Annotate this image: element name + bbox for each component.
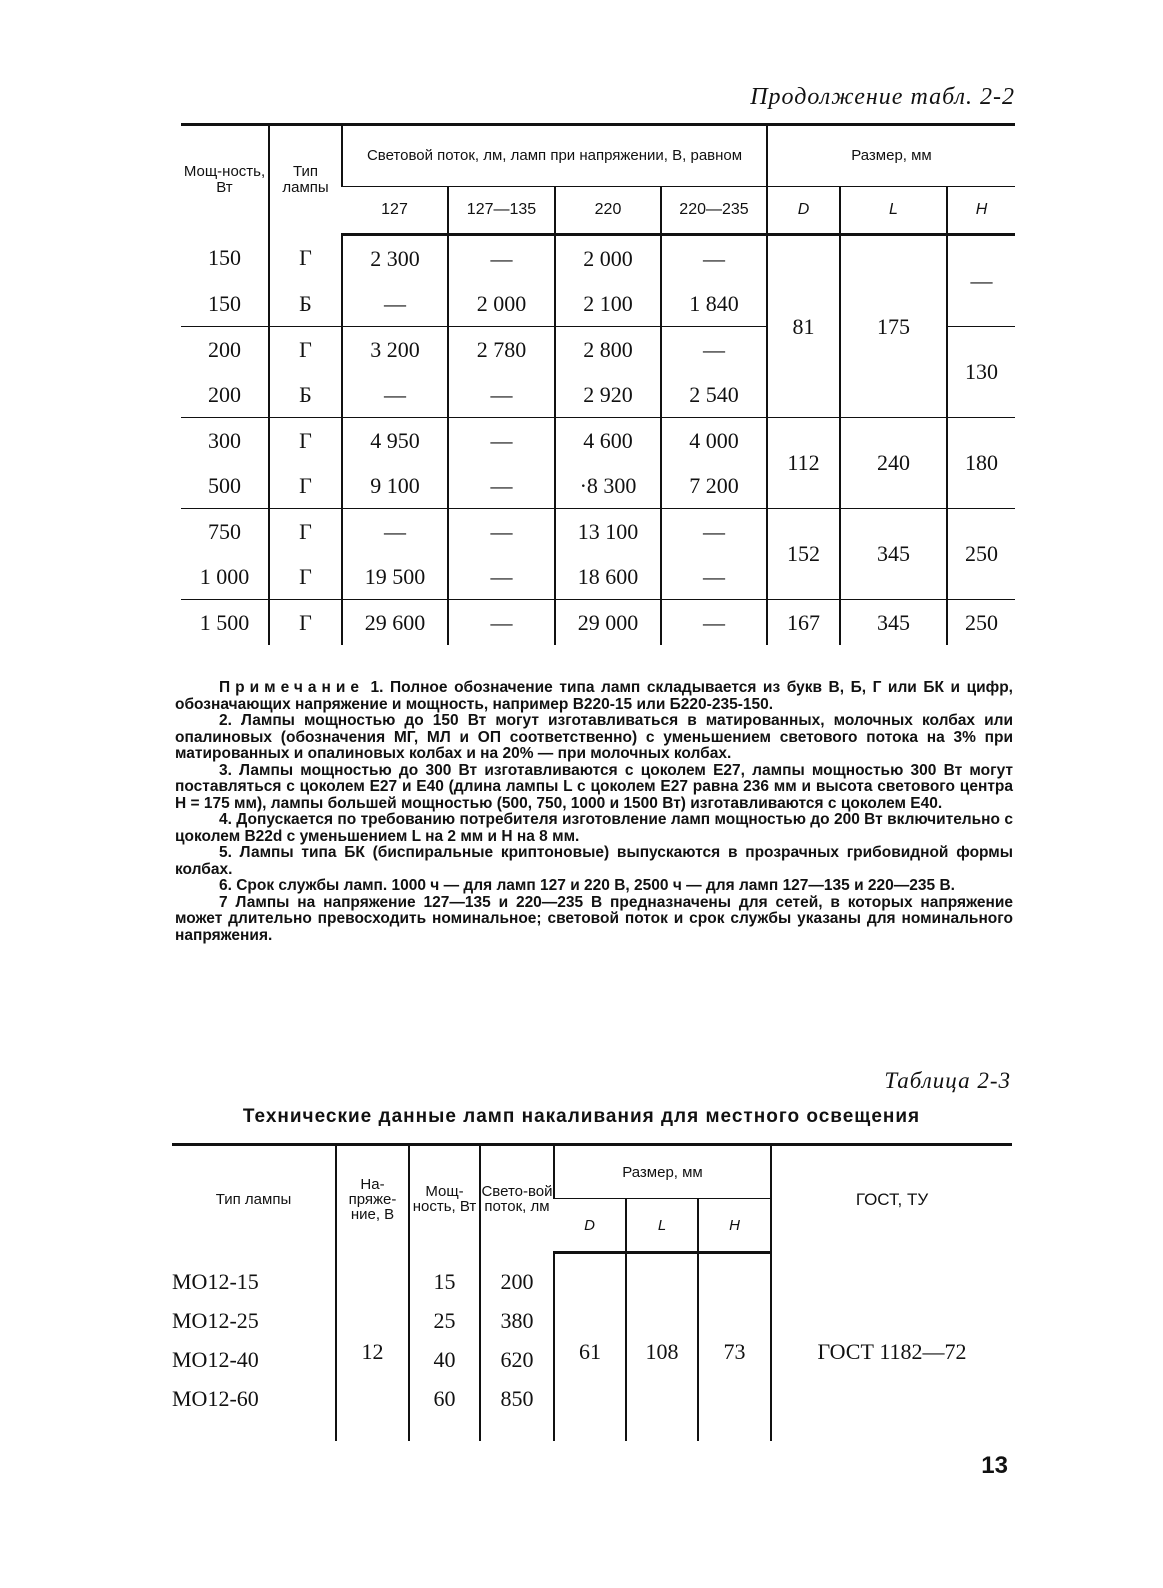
cell-size-l: 240	[840, 418, 947, 509]
note-2: 2. Лампы мощностью до 150 Вт могут изготавливаться в матированных, молочных колбах или опалиновых (обозначения МГ, МЛ и ОП соответственно) с уменьшением светового потока на 3% при матированных и опалиновых колбах и на 20% — при молочных колбах.	[175, 712, 1013, 762]
cell-size-h: 180	[947, 418, 1015, 509]
cell-size-l: 345	[840, 509, 947, 600]
cell-size-d: 152	[767, 509, 840, 600]
cell-size-d: 112	[767, 418, 840, 509]
table-2-3-title: Технические данные ламп накаливания для местного освещения	[242, 1106, 921, 1127]
cell-flux-127-135: —	[448, 554, 555, 600]
table-2-3	[172, 1143, 1012, 1441]
cell-type: Г	[269, 600, 342, 646]
cell-size-h: 130	[947, 327, 1015, 418]
cell-flux-220-235: —	[661, 327, 767, 373]
cell-type: Б	[269, 372, 342, 418]
cell-power: 40	[409, 1341, 480, 1380]
cell-power: 200	[208, 381, 241, 407]
cell-type: Г	[269, 418, 342, 464]
cell-flux-127: 29 600	[342, 600, 448, 646]
cell-flux: 620	[480, 1341, 554, 1380]
cell-size-l: 175	[840, 235, 947, 418]
header-h: H	[698, 1199, 771, 1253]
cell-size-d: 61	[554, 1253, 626, 1441]
cell-size-d: 81	[767, 235, 840, 418]
cell-flux-127: 2 300	[342, 235, 448, 282]
table-row	[181, 509, 1015, 555]
cell-power: 300	[181, 418, 269, 464]
cell-power: 750	[181, 509, 269, 555]
cell-power: 500	[208, 472, 241, 498]
cell-flux-220: 2 800	[555, 327, 661, 373]
cell-type: Г	[269, 327, 342, 373]
cell-flux-220-235: —	[661, 509, 767, 555]
cell-flux-220: ·8 300	[555, 463, 661, 509]
header-voltage-127: 127	[342, 187, 448, 235]
cell-flux-127-135: 2 780	[448, 327, 555, 373]
cell-power: 150	[208, 290, 241, 316]
cell-power: 25	[409, 1302, 480, 1341]
table-row	[172, 1253, 1012, 1302]
cell-flux-127-135: —	[448, 418, 555, 464]
header-size: Размер, мм	[767, 125, 1015, 187]
cell-power: 1 000	[199, 563, 250, 589]
table-row	[181, 418, 1015, 464]
header-power: Мощ-ность, Вт	[409, 1145, 480, 1253]
cell-size-l: 345	[840, 600, 947, 646]
cell-type: Г	[269, 463, 342, 509]
cell-size-h: 250	[947, 600, 1015, 646]
cell-flux-220-235: —	[661, 554, 767, 600]
cell-flux: 380	[480, 1302, 554, 1341]
header-d: D	[554, 1199, 626, 1253]
table-2-2	[181, 123, 1015, 645]
cell-flux-127: 9 100	[342, 463, 448, 509]
cell-flux-127-135: —	[448, 235, 555, 282]
cell-power: 1 500	[181, 600, 269, 646]
continuation-caption: Продолжение табл. 2-2	[750, 84, 1015, 110]
cell-flux-220: 2 100	[555, 281, 661, 327]
header-luminous-flux: Световой поток, лм, ламп при напряжении, В, равном	[342, 125, 767, 187]
cell-flux-220: 4 600	[555, 418, 661, 464]
header-l: L	[626, 1199, 698, 1253]
cell-size-l: 108	[626, 1253, 698, 1441]
cell-flux-127: 4 950	[342, 418, 448, 464]
header-voltage: На-пряже-ние, В	[336, 1145, 409, 1253]
note-3: 3. Лампы мощностью до 300 Вт изготавливаются с цоколем Е27, лампы мощностью 300 Вт могут поставляться с цоколем Е27 и Е40 (длина лампы L с цоколем Е27 равна 236 мм и высота светового центра H = 175 мм), лампы большей мощностью (500, 750, 1000 и 1500 Вт) изготавливаются с цоколем Е40.	[175, 761, 1013, 812]
cell-type: Б	[269, 281, 342, 327]
cell-flux-220-235: 7 200	[661, 463, 767, 509]
cell-size-h: 73	[698, 1253, 771, 1441]
cell-voltage: 12	[336, 1253, 409, 1441]
cell-flux-127: 3 200	[342, 327, 448, 373]
table-2-3-label: Таблица 2-3	[884, 1068, 1011, 1093]
header-voltage-220: 220	[555, 187, 661, 235]
cell-flux-127: 19 500	[342, 554, 448, 600]
cell-type: Г	[269, 554, 342, 600]
cell-flux-220-235: 2 540	[661, 372, 767, 418]
cell-flux-220: 18 600	[555, 554, 661, 600]
cell-size-h: 250	[947, 509, 1015, 600]
page-number: 13	[981, 1452, 1008, 1479]
cell-type: МО12-40	[172, 1347, 259, 1372]
cell-flux-220: 2 920	[555, 372, 661, 418]
cell-size-d: 167	[767, 600, 840, 646]
note-7: 7 Лампы на напряжение 127—135 и 220—235 В предназначены для сетей, в которых напряжение может длительно превосходить номинальное; световой поток и срок службы указаны для номинального напряжения.	[175, 893, 1013, 944]
header-power: Мощ-ность, Вт	[181, 125, 269, 235]
cell-flux-127: —	[342, 509, 448, 555]
header-voltage-220-235: 220—235	[661, 187, 767, 235]
header-gost: ГОСТ, ТУ	[771, 1145, 1012, 1253]
cell-power: 15	[409, 1253, 480, 1302]
note-label: Примечание	[219, 679, 364, 696]
cell-type: МО12-15	[172, 1269, 259, 1294]
cell-flux-127-135: —	[448, 509, 555, 555]
header-lamp-type: Тип лампы	[269, 125, 342, 235]
cell-flux-127-135: —	[448, 372, 555, 418]
cell-flux-220: 13 100	[555, 509, 661, 555]
header-lamp-type: Тип лампы	[172, 1145, 336, 1253]
header-l: L	[840, 187, 947, 235]
cell-flux-220-235: —	[661, 235, 767, 282]
cell-power: 150	[208, 244, 241, 270]
cell-flux-127-135: —	[448, 600, 555, 646]
note-5: 5. Лампы типа БК (биспиральные криптоновые) выпускаются в прозрачных грибовидной формы колбах.	[175, 844, 1013, 878]
cell-flux: 850	[480, 1380, 554, 1441]
cell-type: МО12-60	[172, 1386, 259, 1411]
table-notes	[175, 680, 1013, 944]
note-4: 4. Допускается по требованию потребителя изготовление ламп мощностью до 200 Вт включительно с цоколем В22d с уменьшением L на 2 мм и H на 8 мм.	[175, 811, 1013, 845]
cell-type: Г	[269, 235, 342, 282]
header-size: Размер, мм	[554, 1145, 771, 1199]
header-luminous-flux: Свето-вой поток, лм	[480, 1145, 554, 1253]
cell-power: 200	[181, 327, 269, 373]
cell-type: МО12-25	[172, 1308, 259, 1333]
cell-flux-127: —	[342, 372, 448, 418]
cell-flux-220-235: —	[661, 600, 767, 646]
header-d: D	[767, 187, 840, 235]
cell-gost: ГОСТ 1182—72	[771, 1253, 1012, 1441]
header-voltage-127-135: 127—135	[448, 187, 555, 235]
cell-flux-220: 2 000	[555, 235, 661, 282]
cell-flux: 200	[480, 1253, 554, 1302]
note-1	[175, 680, 1013, 713]
cell-flux-220-235: 4 000	[661, 418, 767, 464]
note-6: 6. Срок службы ламп. 1000 ч — для ламп 127 и 220 В, 2500 ч — для ламп 127—135 и 220—235 В.	[219, 877, 955, 894]
table-row	[181, 600, 1015, 646]
cell-flux-127: —	[342, 281, 448, 327]
cell-flux-220-235: 1 840	[661, 281, 767, 327]
cell-type: Г	[269, 509, 342, 555]
cell-size-h: —	[947, 235, 1015, 327]
header-h: H	[947, 187, 1015, 235]
note-1-text: 1. Полное обозначение типа ламп складывается из букв В, Б, Г или БК и цифр, обозначающих напряжение и мощность, например В220-15 или Б220-235-150.	[175, 679, 1013, 713]
cell-flux-220: 29 000	[555, 600, 661, 646]
cell-flux-127-135: 2 000	[448, 281, 555, 327]
table-row	[181, 235, 1015, 282]
cell-power: 60	[409, 1380, 480, 1441]
cell-flux-127-135: —	[448, 463, 555, 509]
